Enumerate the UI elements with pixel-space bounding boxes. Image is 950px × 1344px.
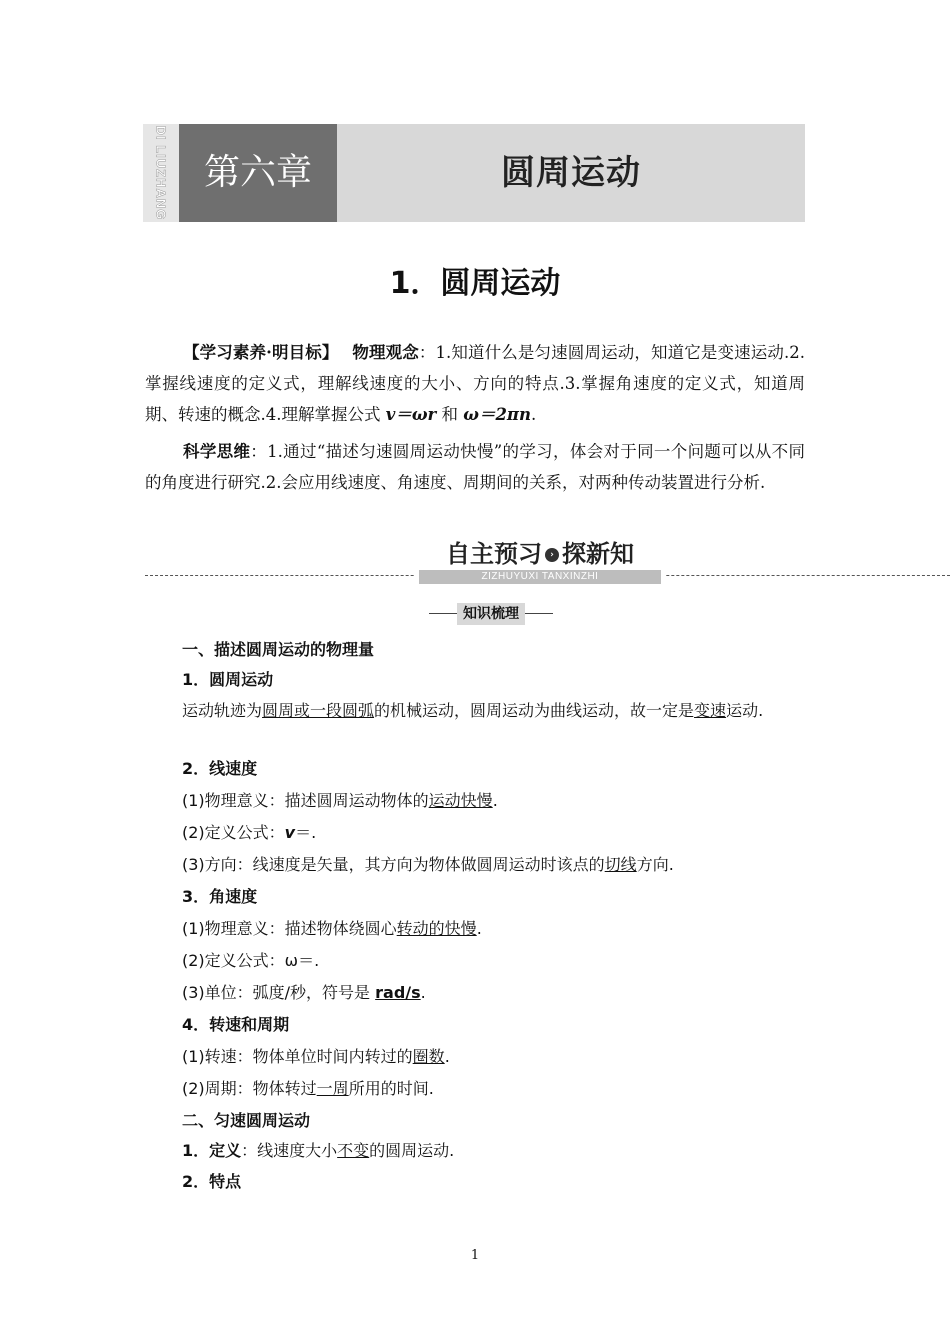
preview-title-b: 探新知	[562, 540, 634, 568]
objective-heading-physics: 物理观念	[352, 343, 419, 362]
preview-pinyin: ZIZHUYUXI TANXINZHI	[419, 570, 661, 584]
section-title: 1．圆周运动	[389, 266, 561, 301]
knowledge-label-text: 知识梳理	[457, 603, 525, 625]
objective-text: ：1.知道什么是匀速圆周运动，知道它是变速运动.2.掌握线速度的定义式，理解线速度的大小、方向的特点.3.掌握角速度的定义式，知道周期、转速的概念.4.理解掌握公式	[145, 343, 806, 424]
heading-1: 一、描述圆周运动的物理量	[182, 640, 375, 659]
subheading-circular-motion: 1．圆周运动	[182, 670, 274, 689]
preview-title	[415, 538, 665, 570]
blank-answer: 不变	[337, 1141, 370, 1160]
arrow-right-icon: ›	[545, 548, 559, 562]
heading-2: 二、匀速圆周运动	[182, 1111, 311, 1130]
text: 运动.	[726, 701, 764, 720]
text: (1)转速：物体单位时间内转过的	[182, 1047, 413, 1066]
linear-velocity-direction	[182, 853, 674, 877]
text: .	[420, 983, 426, 1002]
banner-side-strip	[143, 124, 179, 222]
objectives-label: 【学习素养·明目标】	[183, 343, 331, 362]
chapter-banner	[143, 124, 805, 222]
uniform-characteristics: 2．特点	[182, 1172, 242, 1191]
blank-answer: 切线	[604, 855, 637, 874]
text: 的机械运动，圆周运动为曲线运动，故一定是	[374, 701, 695, 720]
objectives-paragraph-1	[145, 337, 805, 430]
text: .	[444, 1047, 450, 1066]
blank-answer: 一周	[316, 1079, 349, 1098]
linear-velocity-formula	[182, 821, 316, 845]
subheading-angular-velocity: 3．角速度	[182, 887, 258, 906]
period	[182, 1077, 434, 1101]
preview-heading	[415, 538, 665, 584]
uniform-definition	[182, 1139, 454, 1163]
text: 的圆周运动.	[369, 1141, 455, 1160]
formula-linear-velocity: v＝ωr	[385, 405, 437, 424]
blank-answer: 转动的快慢	[396, 919, 477, 938]
banner-side-text: DI LIUZHANG	[153, 125, 169, 221]
blank-answer: rad/s	[375, 983, 421, 1002]
blank-answer: 运动快慢	[428, 791, 493, 810]
formula-symbol: v	[284, 823, 296, 842]
objective-text-end: .	[531, 405, 537, 424]
text: .	[492, 791, 498, 810]
text: (2)周期：物体转过	[182, 1079, 317, 1098]
text: (1)物理意义：描述物体绕圆心	[182, 919, 397, 938]
text: (1)物理意义：描述圆周运动物体的	[182, 791, 429, 810]
text: ＝.	[295, 823, 317, 842]
page-number: 1	[470, 1248, 480, 1263]
text: (2)定义公式：	[182, 823, 285, 842]
text: ：线速度大小	[241, 1141, 338, 1160]
text: 1．定义	[182, 1141, 242, 1160]
text: 所用的时间.	[348, 1079, 434, 1098]
text: (3)方向：线速度是矢量，其方向为物体做圆周运动时该点的	[182, 855, 605, 874]
knowledge-label	[429, 603, 553, 625]
subheading-speed-period: 4．转速和周期	[182, 1015, 290, 1034]
angular-velocity-meaning	[182, 917, 482, 941]
rotation-speed	[182, 1045, 450, 1069]
text: .	[476, 919, 482, 938]
chapter-number: 第六章	[179, 124, 337, 222]
angular-velocity-formula: (2)定义公式：ω＝.	[182, 951, 320, 970]
text: (3)单位：弧度/秒，符号是	[182, 983, 376, 1002]
angular-velocity-unit	[182, 981, 426, 1005]
formula-angular-velocity: ω＝2πn	[463, 405, 531, 424]
text: 方向.	[636, 855, 674, 874]
circular-motion-text	[145, 696, 805, 726]
objective-heading-thinking: 科学思维	[183, 442, 251, 461]
blank-answer: 变速	[694, 701, 727, 720]
objective-text-2: ：1.通过“描述匀速圆周运动快慢”的学习，体会对于同一个问题可以从不同的角度进行研究.2.会应用线速度、角速度、周期间的关系，对两种传动装置进行分析.	[145, 442, 806, 492]
linear-velocity-meaning	[182, 789, 498, 813]
text: 运动轨迹为	[182, 701, 263, 720]
objectives-paragraph-2	[145, 436, 805, 498]
preview-title-a: 自主预习	[446, 540, 542, 568]
objective-text-and: 和	[436, 405, 464, 424]
subheading-linear-velocity: 2．线速度	[182, 759, 258, 778]
blank-answer: 圈数	[412, 1047, 445, 1066]
chapter-title: 圆周运动	[501, 153, 641, 193]
blank-answer: 圆周或一段圆弧	[262, 701, 375, 720]
